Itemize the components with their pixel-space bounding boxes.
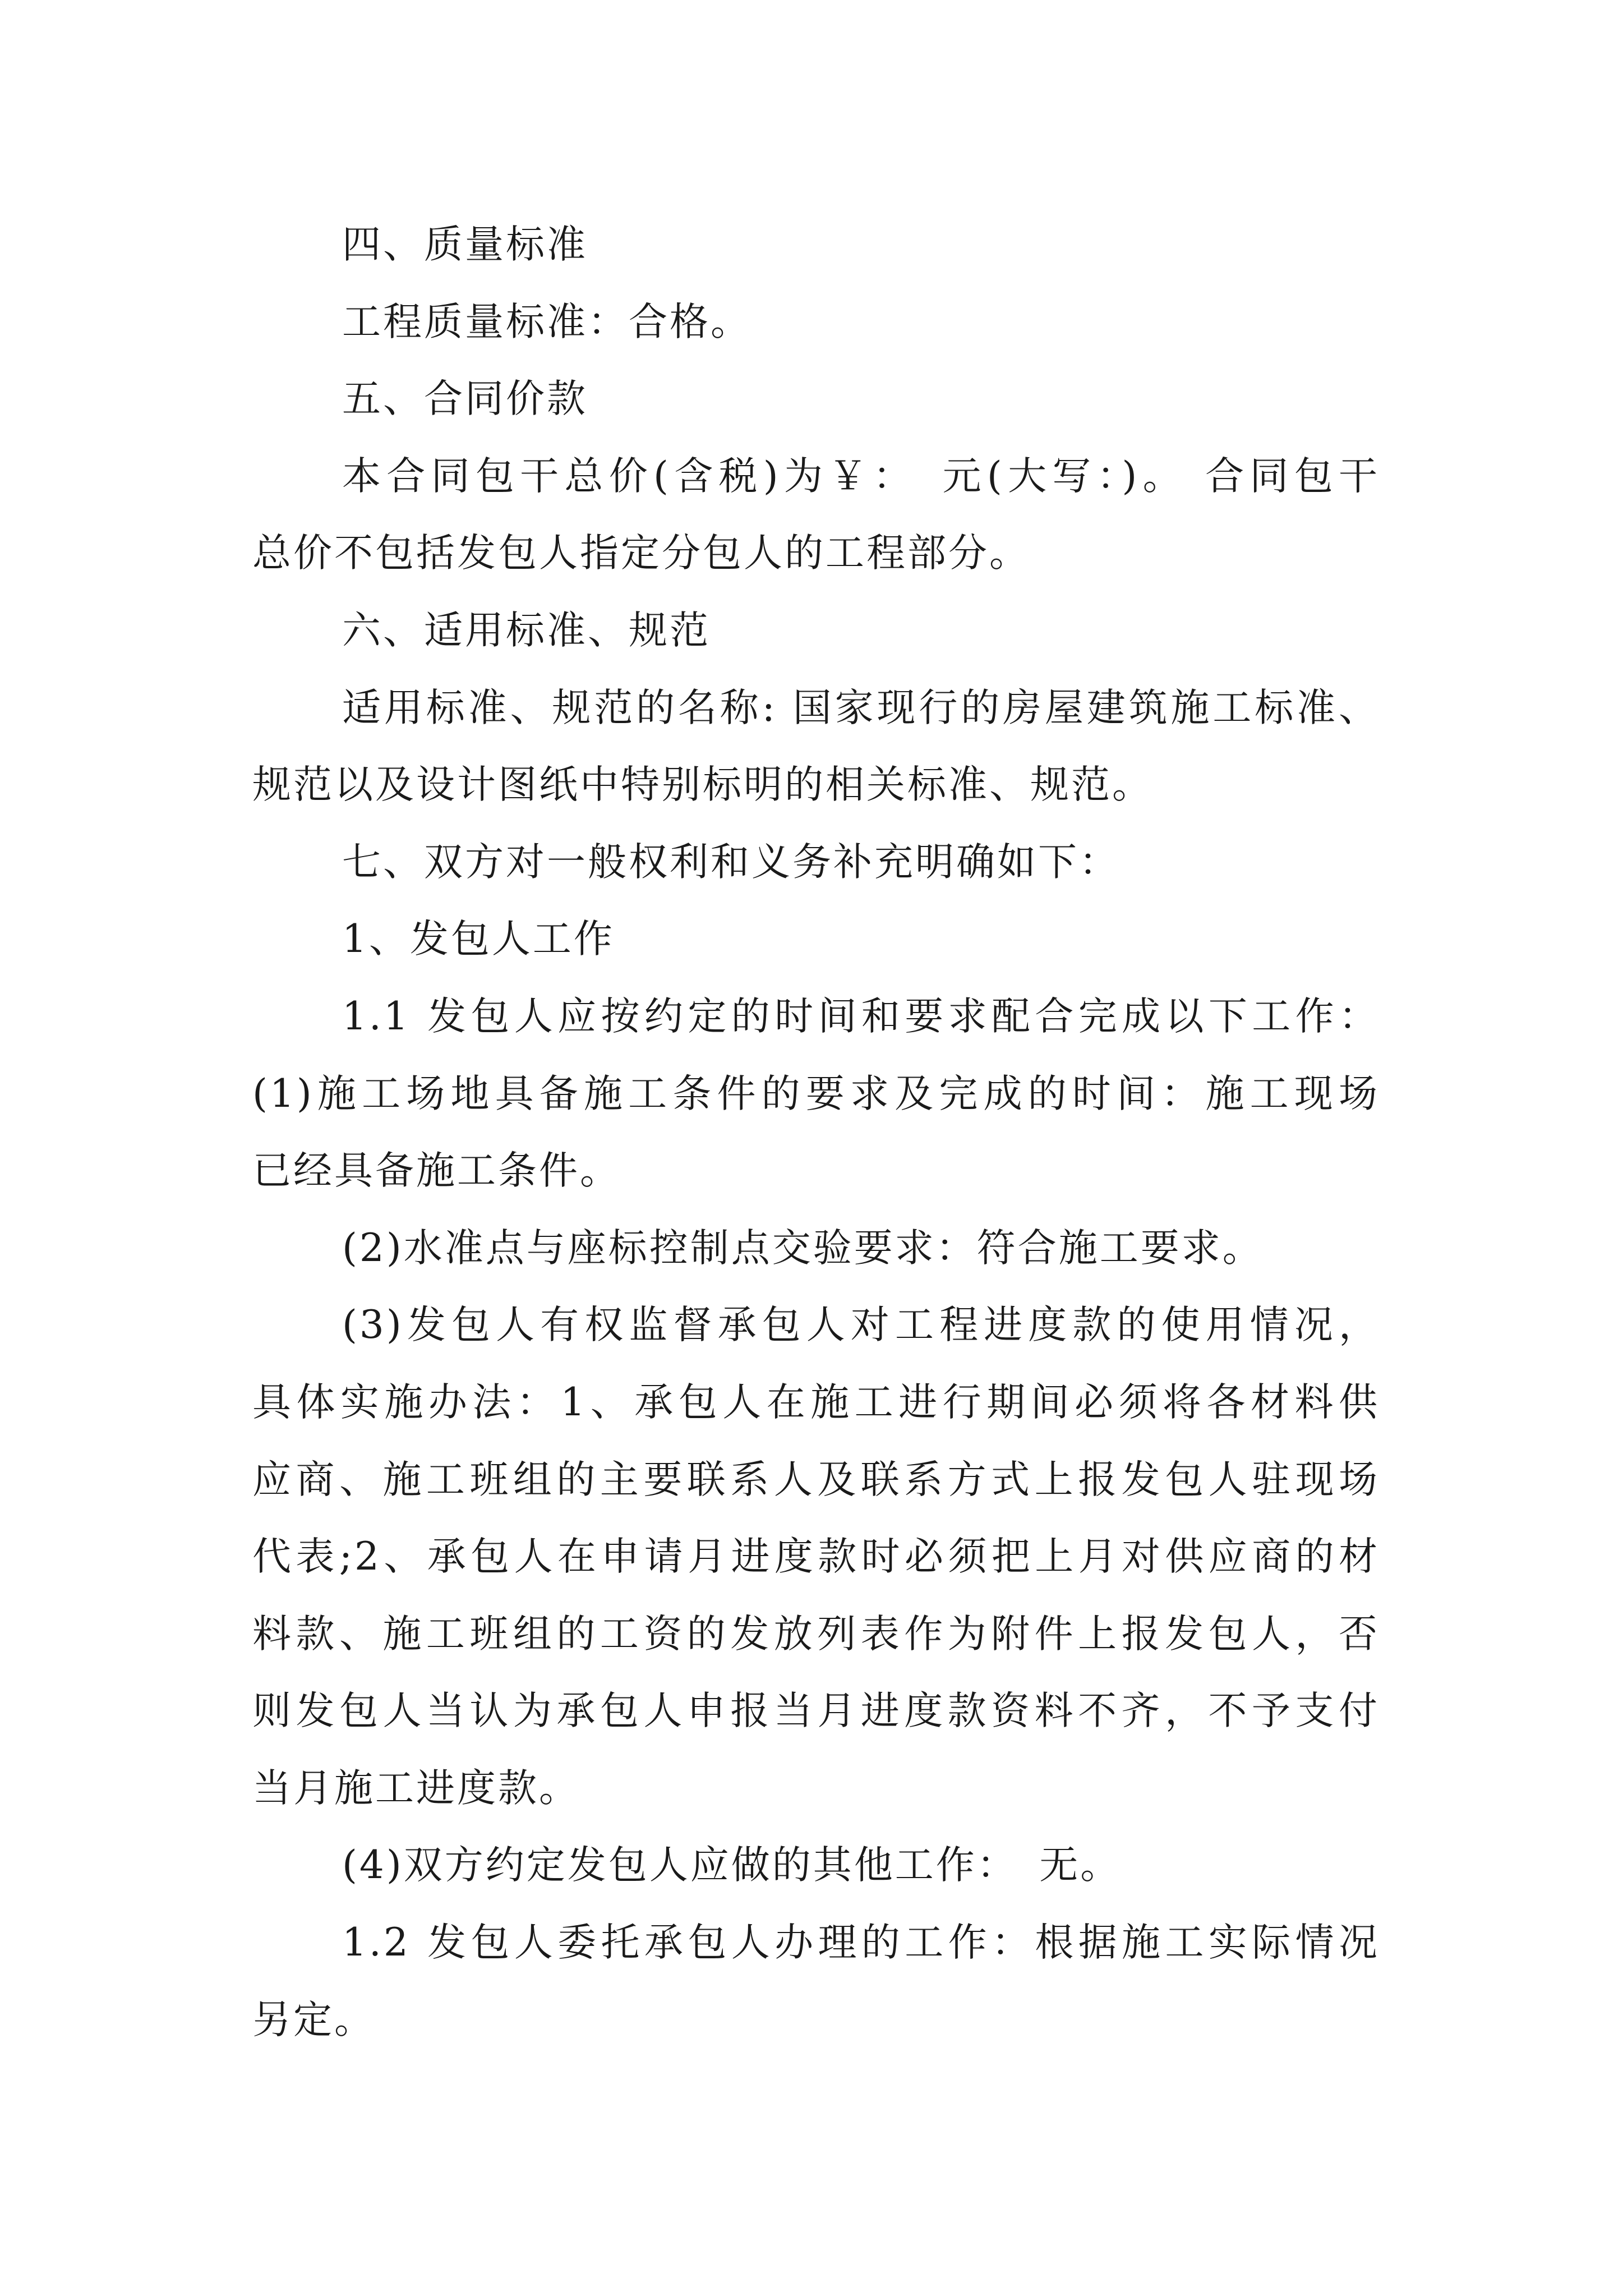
- line-2: 工程质量标准：合格。: [342, 299, 751, 344]
- document-body: [252, 206, 1380, 2059]
- line-9: 七、双方对一般权利和义务补充明确如下：: [342, 839, 1120, 885]
- line-3: 五、合同价款: [342, 376, 588, 422]
- line-15: (3)发包人有权监督承包人对工程进度款的使用情况，: [342, 1303, 1380, 1348]
- line-10: 1、发包人工作: [342, 917, 615, 962]
- line-18: 代表;2、承包人在申请月进度款时必须把上月对供应商的材: [252, 1534, 1380, 1580]
- line-20: 则发包人当认为承包人申报当月进度款资料不齐，不予支付: [252, 1688, 1380, 1734]
- line-22: (4)双方约定发包人应做的其他工作： 无。: [342, 1843, 1122, 1888]
- line-13: 已经具备施工条件。: [252, 1148, 621, 1194]
- line-23: 1.2 发包人委托承包人办理的工作：根据施工实际情况: [342, 1920, 1380, 1966]
- line-16: 具体实施办法：1、承包人在施工进行期间必须将各材料供: [252, 1379, 1380, 1425]
- line-17: 应商、施工班组的主要联系人及联系方式上报发包人驻现场: [252, 1457, 1380, 1502]
- line-5: 总价不包括发包人指定分包人的工程部分。: [252, 531, 1030, 576]
- line-1: 四、质量标准: [342, 222, 588, 267]
- line-14: (2)水准点与座标控制点交验要求：符合施工要求。: [342, 1225, 1264, 1271]
- line-4: 本合同包干总价(含税)为￥： 元(大写：)。 合同包干: [342, 453, 1380, 499]
- line-24: 另定。: [252, 1997, 375, 2042]
- line-6: 六、适用标准、规范: [342, 608, 711, 653]
- line-21: 当月施工进度款。: [252, 1765, 580, 1811]
- line-7: 适用标准、规范的名称: 国家现行的房屋建筑施工标准、: [342, 685, 1380, 730]
- line-8: 规范以及设计图纸中特别标明的相关标准、规范。: [252, 762, 1153, 808]
- line-12: (1)施工场地具备施工条件的要求及完成的时间：施工现场: [252, 1071, 1380, 1116]
- line-19: 料款、施工班组的工资的发放列表作为附件上报发包人，否: [252, 1611, 1380, 1657]
- line-11: 1.1 发包人应按约定的时间和要求配合完成以下工作：: [342, 993, 1380, 1039]
